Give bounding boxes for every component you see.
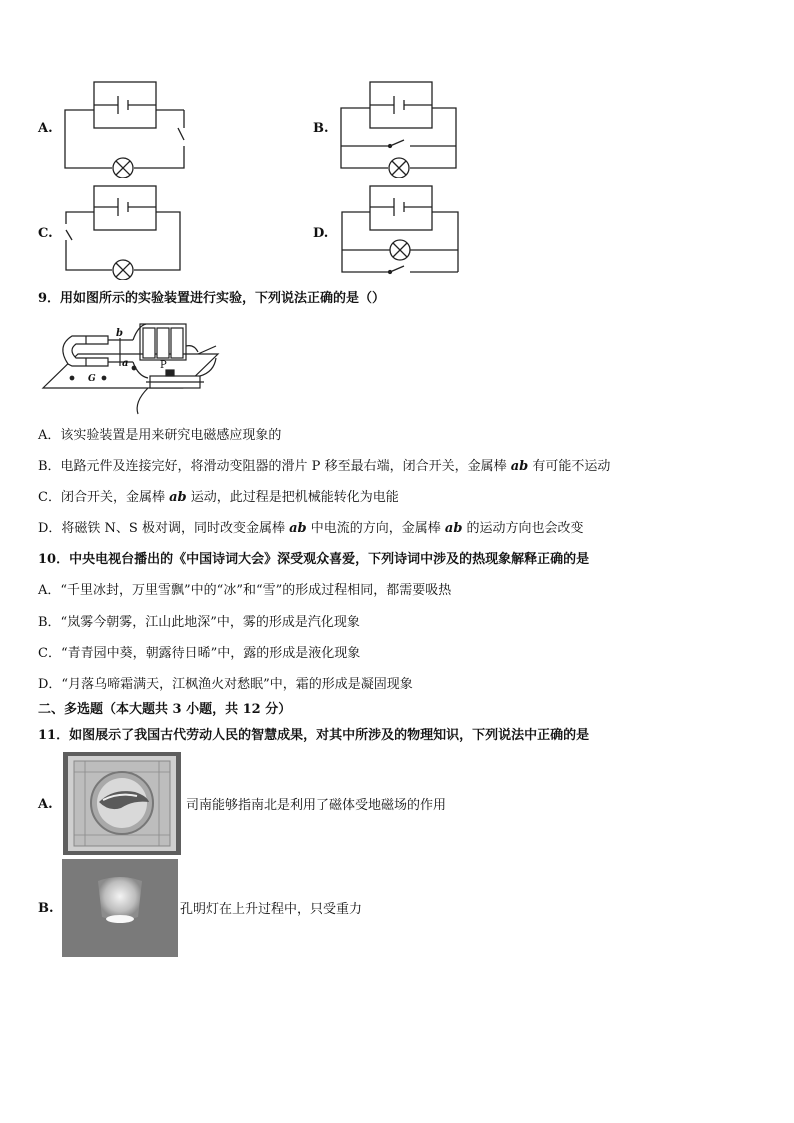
q9-option-d-ab2: ab — [444, 521, 463, 536]
q10-option-a: A．“千里冰封，万里雪飘”中的“冰”和“雪”的形成过程相同，都需要吸热 — [38, 583, 452, 598]
sinan-compass-photo — [63, 752, 181, 855]
q8-option-a-label: A. — [38, 121, 53, 136]
q9-apparatus-figure — [38, 316, 228, 420]
circuit-a-diagram — [62, 80, 192, 178]
battery-cell — [171, 328, 183, 358]
label-p: P — [160, 360, 167, 371]
lantern-body — [98, 877, 142, 920]
section-heading: 二、多选题（本大题共 3 小题，共 12 分） — [38, 702, 292, 717]
q8-option-d-label: D. — [313, 226, 329, 241]
battery-box — [94, 186, 156, 230]
q9-option-c — [38, 489, 399, 507]
q11-option-a-label: A. — [38, 797, 53, 812]
q9-option-d — [38, 520, 584, 538]
q10-option-c: C．“青青园中葵，朝露待日晞”中，露的形成是液化现象 — [38, 646, 361, 661]
circuit-d-diagram — [338, 184, 462, 280]
label-a: a — [122, 358, 129, 369]
circuit-b-diagram — [338, 80, 462, 178]
switch-blade — [178, 128, 184, 140]
kongming-lantern-image — [62, 859, 178, 957]
q11-stem: 11．如图展示了我国古代劳动人民的智慧成果，对其中所涉及的物理知识，下列说法中正确的是 — [38, 728, 590, 743]
q8-circuit-d — [338, 184, 462, 280]
q9-option-b-tail: 有可能不运动 — [528, 459, 611, 474]
q9-option-a: A．该实验装置是用来研究电磁感应现象的 — [38, 428, 282, 443]
q9-stem: 9．用如图所示的实验装置进行实验，下列说法正确的是（） — [38, 291, 386, 306]
q9-option-c-tail: 运动，此过程是把机械能转化为电能 — [186, 490, 399, 505]
label-b: b — [116, 328, 123, 339]
q10-option-d: D．“月落乌啼霜满天，江枫渔火对愁眠”中，霜的形成是凝固现象 — [38, 677, 413, 692]
q9-option-b — [38, 458, 610, 476]
battery-cell — [143, 328, 155, 358]
label-g: G — [88, 374, 96, 384]
kongming-lantern-photo — [62, 859, 178, 957]
q11-option-a-text: 司南能够指南北是利用了磁体受地磁场的作用 — [186, 798, 447, 813]
electromagnet-apparatus-diagram — [38, 316, 228, 416]
q8-option-b-label: B. — [313, 121, 329, 136]
q9-option-d-tail: 的运动方向也会改变 — [462, 521, 584, 536]
q8-option-c-label: C. — [38, 226, 53, 241]
q9-option-d-ab: ab — [289, 521, 307, 536]
battery-box — [370, 186, 432, 230]
q8-circuit-c — [62, 184, 186, 280]
switch-blade — [66, 230, 72, 240]
sinan-compass-image — [63, 752, 181, 855]
battery-cell — [157, 328, 169, 358]
q11-option-b-text: 孔明灯在上升过程中，只受重力 — [180, 902, 363, 917]
switch-blade — [390, 266, 404, 272]
q9-option-d-mid: 中电流的方向，金属棒 — [306, 521, 445, 536]
q9-option-b-ab: ab — [510, 459, 529, 474]
q9-option-c-text: C．闭合开关，金属棒 — [38, 490, 170, 505]
circuit-c-diagram — [62, 184, 186, 280]
q10-stem: 10．中央电视台播出的《中国诗词大会》深受观众喜爱，下列诗词中涉及的热现象解释正确的是 — [38, 552, 590, 567]
q9-option-d-text: D．将磁铁 N、S 极对调，同时改变金属棒 — [38, 521, 290, 536]
q11-option-b-label: B. — [38, 901, 54, 916]
q8-circuit-b — [338, 80, 462, 178]
q9-option-c-ab: ab — [169, 490, 187, 505]
q9-option-b-text: B．电路元件及连接完好，将滑动变阻器的滑片 P 移至最右端，闭合开关，金属棒 — [38, 459, 511, 474]
q8-circuit-a — [62, 80, 192, 178]
rheostat-slider — [166, 370, 174, 376]
q10-option-b: B．“岚雾今朝雾，江山此地深”中，雾的形成是汽化现象 — [38, 615, 360, 630]
knife-switch — [198, 346, 216, 354]
switch-blade — [390, 140, 404, 146]
